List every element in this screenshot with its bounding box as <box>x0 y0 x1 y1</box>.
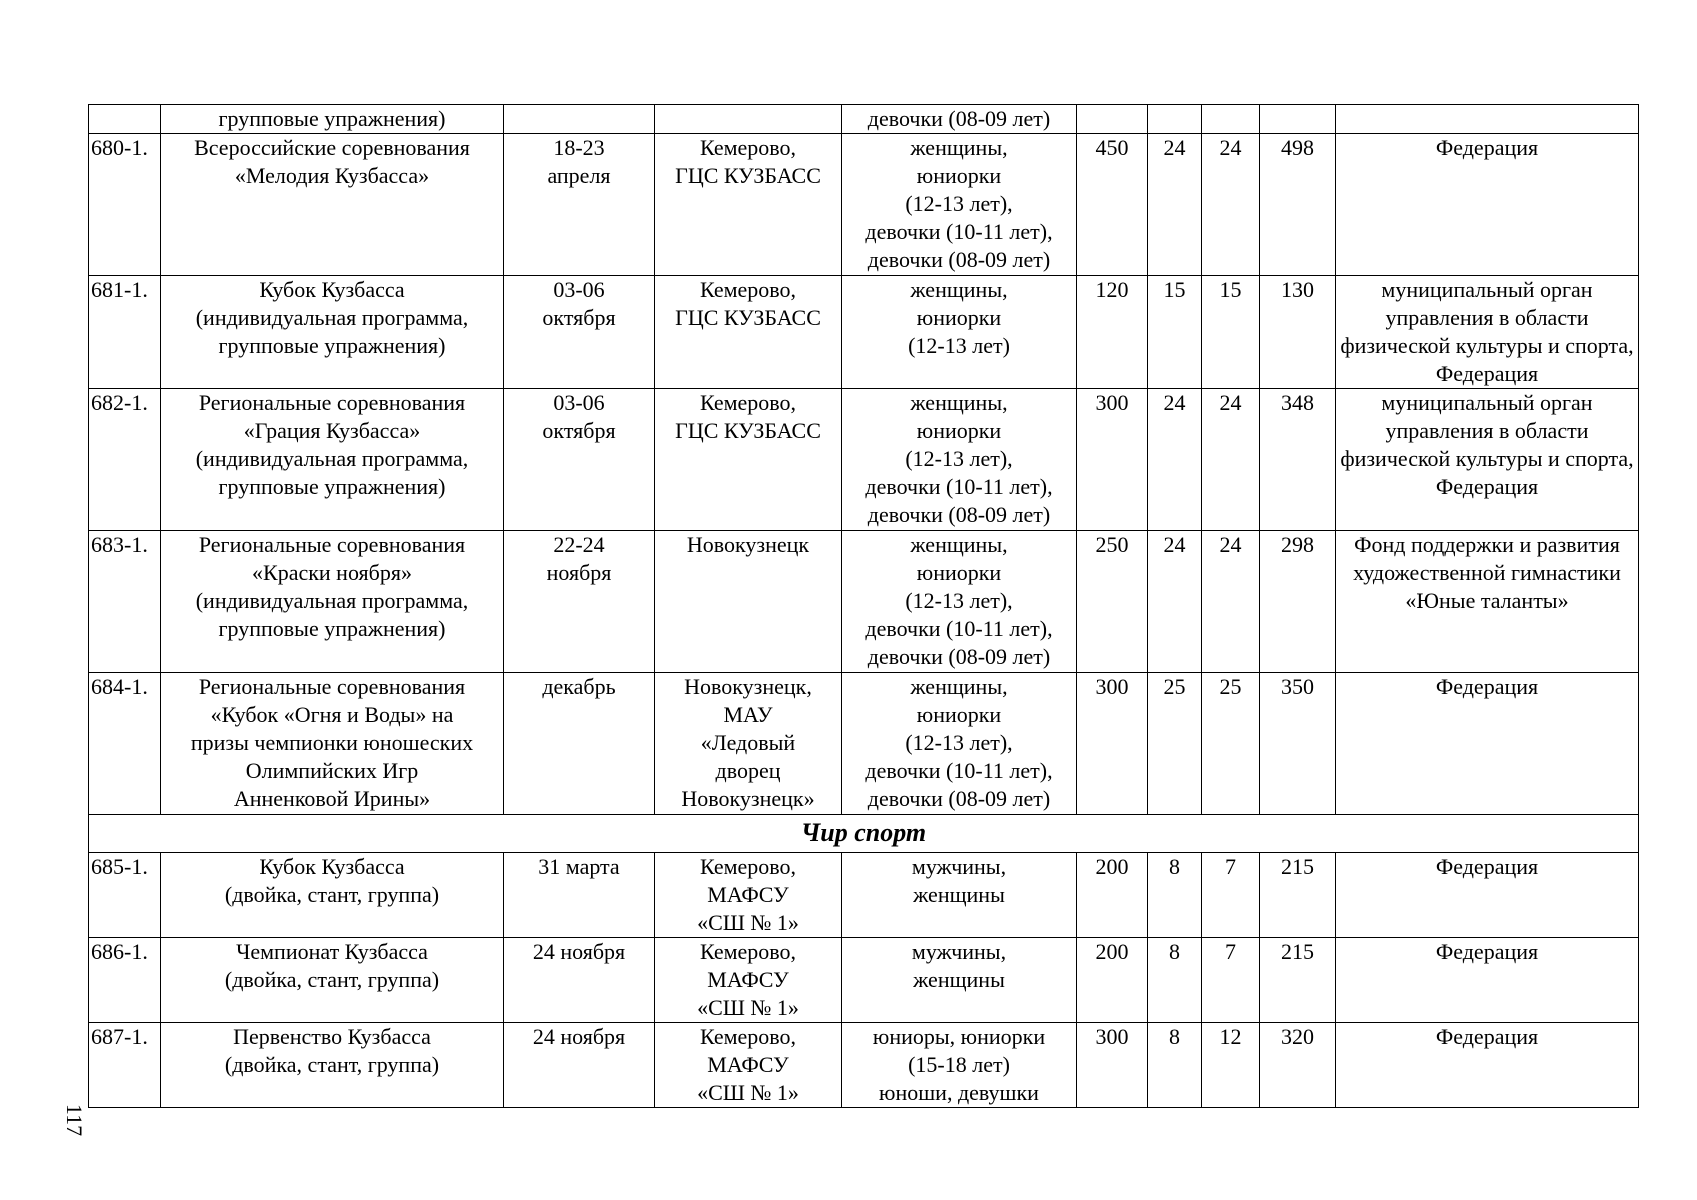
event-name-line: (индивидуальная программа, <box>195 588 469 613</box>
organizer-cell <box>1336 105 1639 134</box>
event-date-line: 03-06 <box>553 390 605 415</box>
event-date-cell <box>504 853 655 938</box>
event-place-cell <box>655 673 842 815</box>
event-name-line: (двойка, стант, группа) <box>224 967 440 992</box>
event-place-line: ГЦС КУЗБАСС <box>675 305 821 330</box>
event-place-line: «СШ № 1» <box>697 910 799 935</box>
participants-cell <box>842 673 1077 815</box>
participants-line: (15-18 лет) <box>908 1052 1010 1077</box>
event-name-cell <box>161 134 504 276</box>
event-place-line: МАФСУ <box>707 967 789 992</box>
event-date-cell <box>504 673 655 815</box>
count-cell-1: 200 <box>1077 853 1148 938</box>
participants-line: юниорки <box>916 418 1002 443</box>
participants-cell <box>842 105 1077 134</box>
event-date-cell <box>504 938 655 1023</box>
event-date-line: 31 марта <box>538 854 620 879</box>
event-number-cell: 684-1. <box>89 673 161 815</box>
count-cell-total: 215 <box>1260 938 1336 1023</box>
event-place-line: ГЦС КУЗБАСС <box>675 163 821 188</box>
event-place-line: Новокузнецк, <box>684 674 812 699</box>
participants-cell <box>842 134 1077 276</box>
event-place-line: Кемерово, <box>699 1024 797 1049</box>
participants-line: женщины, <box>910 674 1008 699</box>
event-date-line: апреля <box>547 163 611 188</box>
event-place-line: ГЦС КУЗБАСС <box>675 418 821 443</box>
table-row <box>89 853 1639 938</box>
event-name-line: групповые упражнения) <box>218 333 446 358</box>
count-cell-3: 24 <box>1202 134 1260 276</box>
count-cell-2: 8 <box>1148 853 1202 938</box>
table-row <box>89 105 1639 134</box>
event-name-cell <box>161 389 504 531</box>
event-name-line: «Мелодия Кузбасса» <box>234 163 430 188</box>
event-place-line: МАФСУ <box>707 882 789 907</box>
page-number: 117 <box>62 1103 87 1137</box>
event-date-cell <box>504 134 655 276</box>
event-date-line: 24 ноября <box>532 939 626 964</box>
event-name-line: «Кубок «Огня и Воды» на <box>210 702 454 727</box>
participants-line: девочки (08-09 лет) <box>867 502 1051 527</box>
event-place-cell <box>655 276 842 389</box>
count-cell-total: 298 <box>1260 531 1336 673</box>
participants-line: юниорки <box>916 702 1002 727</box>
event-place-line: Кемерово, <box>699 135 797 160</box>
event-place-line: «Ледовый <box>700 730 796 755</box>
event-date-cell <box>504 531 655 673</box>
participants-line: женщины, <box>910 277 1008 302</box>
event-name-line: «Краски ноября» <box>252 560 412 585</box>
count-cell-2 <box>1148 105 1202 134</box>
count-cell-1: 450 <box>1077 134 1148 276</box>
count-cell-3: 24 <box>1202 531 1260 673</box>
count-cell-1: 300 <box>1077 389 1148 531</box>
event-date-line: 22-24 <box>553 532 605 557</box>
participants-line: (12-13 лет), <box>905 191 1013 216</box>
participants-cell <box>842 938 1077 1023</box>
event-name-line: (индивидуальная программа, <box>195 305 469 330</box>
organizer-cell: Федерация <box>1336 938 1639 1023</box>
participants-line: девочки (10-11 лет), <box>865 219 1053 244</box>
participants-line: девочки (08-09 лет) <box>867 247 1051 272</box>
organizer-cell: муниципальный орган управления в области физической культуры и спорта, Федерация <box>1336 389 1639 531</box>
count-cell-total <box>1260 105 1336 134</box>
event-name-line: (двойка, стант, группа) <box>224 882 440 907</box>
participants-line: юниорки <box>916 560 1002 585</box>
event-place-line: Кемерово, <box>699 390 797 415</box>
count-cell-total: 350 <box>1260 673 1336 815</box>
event-date-line: октября <box>542 305 616 330</box>
event-place-line: МАФСУ <box>707 1052 789 1077</box>
event-name-line: Региональные соревнования <box>198 532 466 557</box>
count-cell-1: 120 <box>1077 276 1148 389</box>
event-name-line: Региональные соревнования <box>198 674 466 699</box>
participants-line: девочки (08-09 лет) <box>867 786 1051 811</box>
participants-line: девочки (08-09 лет) <box>867 644 1051 669</box>
count-cell-3: 24 <box>1202 389 1260 531</box>
participants-line: юниоры, юниорки <box>872 1024 1046 1049</box>
event-name-line: Первенство Кузбасса <box>233 1024 431 1049</box>
count-cell-1: 300 <box>1077 1023 1148 1108</box>
table-row <box>89 389 1639 531</box>
event-name-line: Чемпионат Кузбасса <box>236 939 428 964</box>
participants-line: женщины, <box>910 135 1008 160</box>
participants-line: юниорки <box>916 163 1002 188</box>
event-number-cell: 686-1. <box>89 938 161 1023</box>
participants-line: девочки (10-11 лет), <box>865 758 1053 783</box>
event-number-cell: 687-1. <box>89 1023 161 1108</box>
section-header-row <box>89 815 1639 853</box>
event-place-line: «СШ № 1» <box>697 995 799 1020</box>
event-name-cell <box>161 105 504 134</box>
event-place-line: «СШ № 1» <box>697 1080 799 1105</box>
count-cell-2: 8 <box>1148 1023 1202 1108</box>
event-place-cell <box>655 938 842 1023</box>
participants-line: (12-13 лет), <box>905 730 1013 755</box>
event-name-line: «Грация Кузбасса» <box>243 418 421 443</box>
count-cell-1: 200 <box>1077 938 1148 1023</box>
count-cell-3: 25 <box>1202 673 1260 815</box>
event-name-line: групповые упражнения) <box>218 474 446 499</box>
count-cell-2: 8 <box>1148 938 1202 1023</box>
table-row <box>89 531 1639 673</box>
event-number-cell: 685-1. <box>89 853 161 938</box>
event-name-line: групповые упражнения) <box>218 106 446 131</box>
participants-line: девочки (08-09 лет) <box>867 106 1051 131</box>
count-cell-3: 7 <box>1202 853 1260 938</box>
schedule-table <box>88 104 1639 1108</box>
event-place-cell <box>655 853 842 938</box>
event-date-line: 03-06 <box>553 277 605 302</box>
event-name-line: Анненковой Ирины» <box>233 786 431 811</box>
count-cell-1: 250 <box>1077 531 1148 673</box>
section-title: Чир спорт <box>89 815 1639 853</box>
count-cell-2: 24 <box>1148 531 1202 673</box>
event-date-cell <box>504 276 655 389</box>
table-row <box>89 938 1639 1023</box>
participants-line: женщины <box>913 967 1005 992</box>
event-place-line: МАУ <box>723 702 773 727</box>
organizer-cell: муниципальный орган управления в области физической культуры и спорта, Федерация <box>1336 276 1639 389</box>
event-name-cell <box>161 1023 504 1108</box>
participants-cell <box>842 389 1077 531</box>
participants-line: юниорки <box>916 305 1002 330</box>
event-date-line: декабрь <box>542 674 616 699</box>
event-name-line: Кубок Кузбасса <box>259 854 405 879</box>
organizer-cell: Фонд поддержки и развития художественной гимнастики «Юные таланты» <box>1336 531 1639 673</box>
event-name-cell <box>161 938 504 1023</box>
event-name-line: Региональные соревнования <box>198 390 466 415</box>
event-number-cell: 682-1. <box>89 389 161 531</box>
participants-line: юноши, девушки <box>879 1080 1039 1105</box>
count-cell-1: 300 <box>1077 673 1148 815</box>
event-number-cell: 683-1. <box>89 531 161 673</box>
event-date-cell <box>504 1023 655 1108</box>
event-place-cell <box>655 531 842 673</box>
organizer-cell: Федерация <box>1336 673 1639 815</box>
event-name-line: Кубок Кузбасса <box>259 277 405 302</box>
event-name-line: (индивидуальная программа, <box>195 446 469 471</box>
event-date-line: 24 ноября <box>532 1024 626 1049</box>
participants-line: девочки (10-11 лет), <box>865 616 1053 641</box>
participants-cell <box>842 276 1077 389</box>
organizer-cell: Федерация <box>1336 853 1639 938</box>
event-place-line: Кемерово, <box>699 277 797 302</box>
count-cell-3: 7 <box>1202 938 1260 1023</box>
count-cell-total: 348 <box>1260 389 1336 531</box>
organizer-cell: Федерация <box>1336 134 1639 276</box>
event-name-line: (двойка, стант, группа) <box>224 1052 440 1077</box>
count-cell-2: 25 <box>1148 673 1202 815</box>
table-body <box>89 105 1639 1108</box>
event-number-cell: 681-1. <box>89 276 161 389</box>
participants-cell <box>842 531 1077 673</box>
event-place-line: Кемерово, <box>699 939 797 964</box>
event-place-line: Кемерово, <box>699 854 797 879</box>
event-name-line: призы чемпионки юношеских <box>190 730 474 755</box>
participants-line: (12-13 лет), <box>905 446 1013 471</box>
event-date-line: 18-23 <box>553 135 605 160</box>
count-cell-2: 24 <box>1148 389 1202 531</box>
count-cell-total: 130 <box>1260 276 1336 389</box>
count-cell-total: 498 <box>1260 134 1336 276</box>
event-place-line: Новокузнецк <box>686 532 810 557</box>
count-cell-2: 24 <box>1148 134 1202 276</box>
count-cell-3: 12 <box>1202 1023 1260 1108</box>
event-name-line: Всероссийские соревнования <box>194 135 470 160</box>
count-cell-1 <box>1077 105 1148 134</box>
event-number-cell <box>89 105 161 134</box>
participants-line: женщины, <box>910 390 1008 415</box>
count-cell-3 <box>1202 105 1260 134</box>
event-date-line: ноября <box>546 560 612 585</box>
count-cell-total: 215 <box>1260 853 1336 938</box>
event-name-cell <box>161 853 504 938</box>
participants-line: женщины <box>913 882 1005 907</box>
participants-line: (12-13 лет), <box>905 588 1013 613</box>
participants-line: мужчины, <box>911 939 1007 964</box>
event-name-line: групповые упражнения) <box>218 616 446 641</box>
event-name-line: Олимпийских Игр <box>245 758 419 783</box>
event-name-cell <box>161 673 504 815</box>
event-name-cell <box>161 531 504 673</box>
event-place-cell <box>655 389 842 531</box>
count-cell-3: 15 <box>1202 276 1260 389</box>
table-row <box>89 1023 1639 1108</box>
event-place-cell <box>655 134 842 276</box>
count-cell-2: 15 <box>1148 276 1202 389</box>
event-place-line: дворец <box>715 758 781 783</box>
table-row <box>89 134 1639 276</box>
table-row <box>89 276 1639 389</box>
event-place-cell <box>655 105 842 134</box>
event-date-line: октября <box>542 418 616 443</box>
participants-cell <box>842 1023 1077 1108</box>
event-number-cell: 680-1. <box>89 134 161 276</box>
participants-line: девочки (10-11 лет), <box>865 474 1053 499</box>
event-name-cell <box>161 276 504 389</box>
participants-line: мужчины, <box>911 854 1007 879</box>
table-row <box>89 673 1639 815</box>
event-date-cell <box>504 105 655 134</box>
organizer-cell: Федерация <box>1336 1023 1639 1108</box>
event-date-cell <box>504 389 655 531</box>
event-place-line: Новокузнецк» <box>681 786 815 811</box>
participants-cell <box>842 853 1077 938</box>
event-place-cell <box>655 1023 842 1108</box>
participants-line: (12-13 лет) <box>908 333 1010 358</box>
count-cell-total: 320 <box>1260 1023 1336 1108</box>
participants-line: женщины, <box>910 532 1008 557</box>
